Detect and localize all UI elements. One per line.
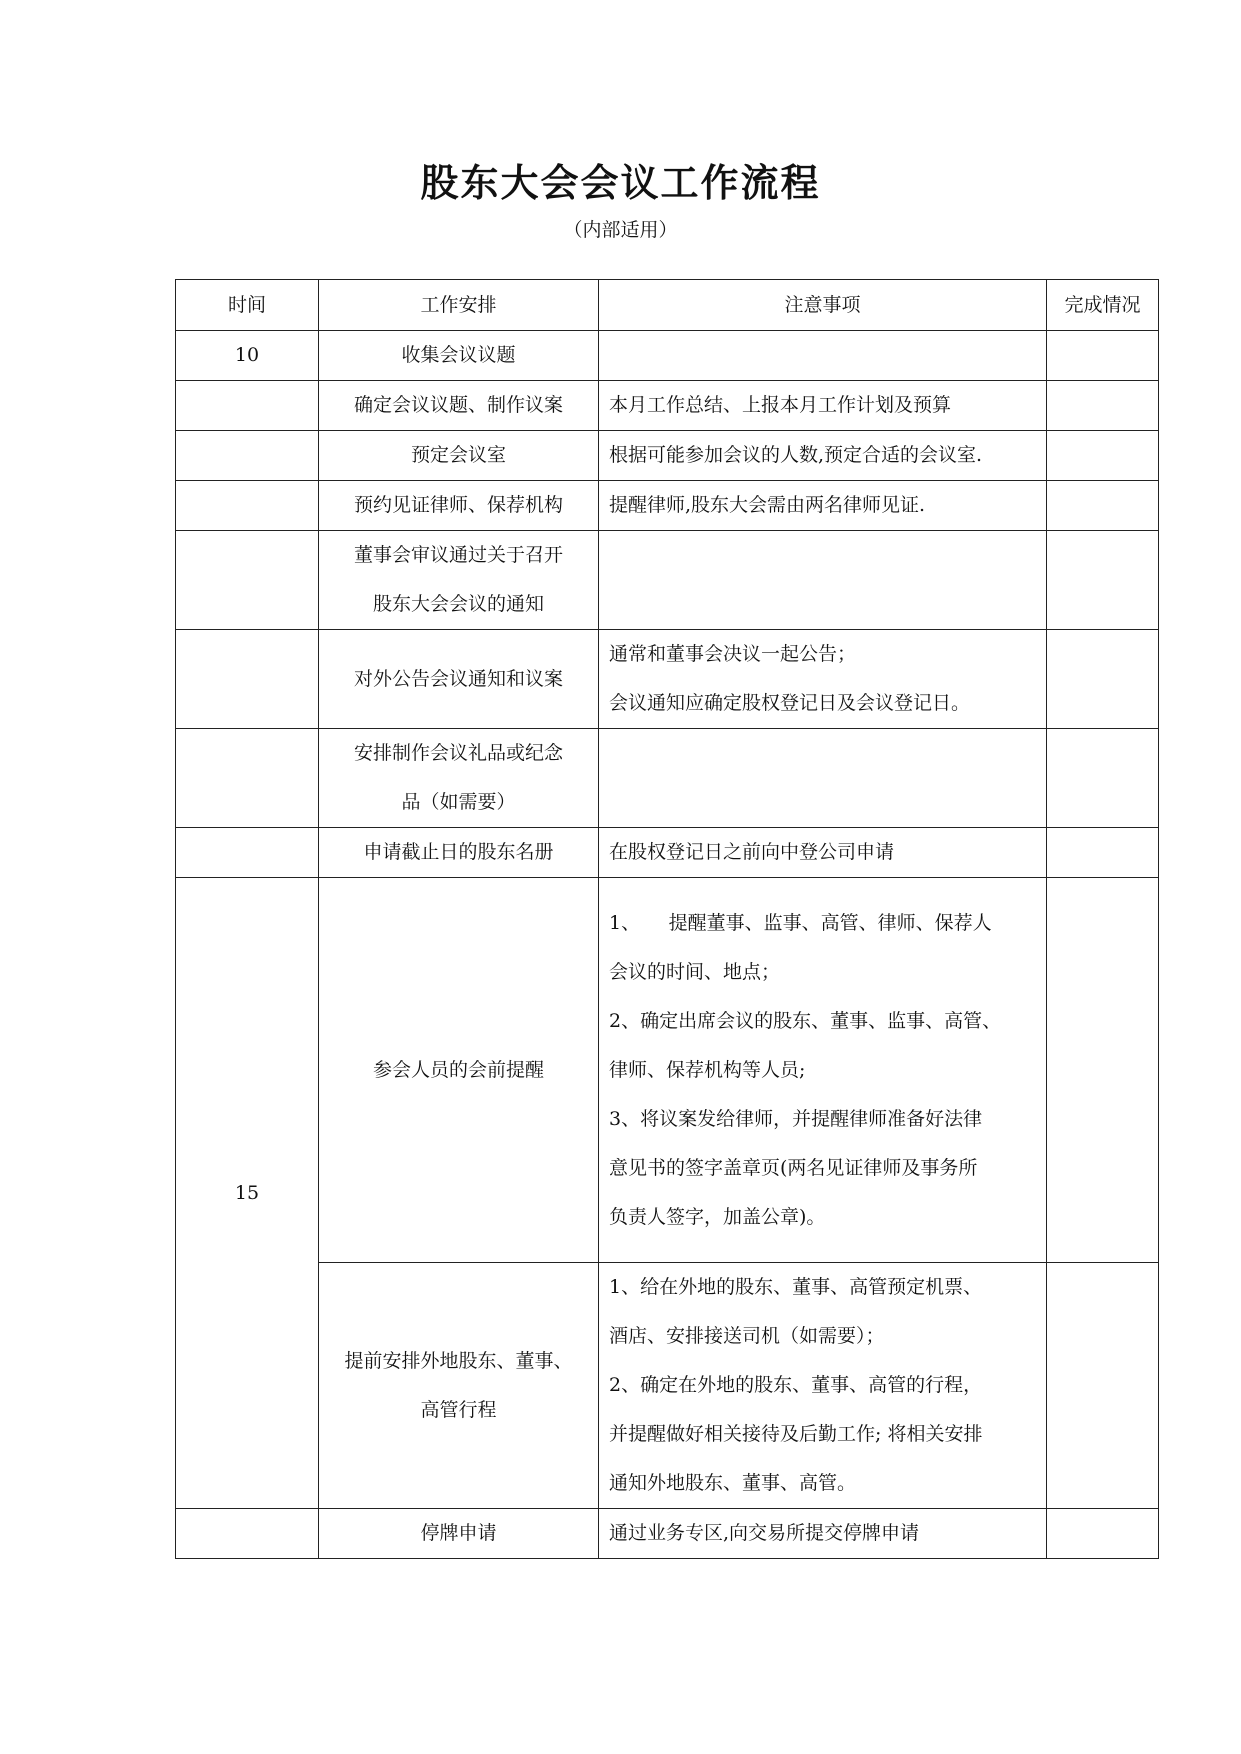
task-cell: [319, 1263, 599, 1509]
time-cell: [176, 1509, 319, 1559]
status-cell: [1047, 531, 1159, 630]
note-line: 3、将议案发给律师，并提醒律师准备好法律: [609, 1107, 983, 1130]
notes-cell: 提醒律师,股东大会需由两名律师见证.: [599, 481, 1047, 531]
header-time: 时间: [176, 280, 319, 331]
time-cell: 10: [176, 331, 319, 381]
notes-cell: [599, 531, 1047, 630]
task-cell: 参会人员的会前提醒: [319, 878, 599, 1263]
time-cell: [176, 630, 319, 729]
task-line: 董事会审议通过关于召开: [353, 544, 563, 566]
header-task: 工作安排: [319, 280, 599, 331]
task-cell: 预定会议室: [319, 431, 599, 481]
table-row: [176, 431, 1159, 481]
time-cell: [176, 381, 319, 431]
status-cell: [1047, 381, 1159, 431]
notes-cell: 在股权登记日之前向中登公司申请: [599, 828, 1047, 878]
task-cell: 收集会议议题: [319, 331, 599, 381]
time-cell: [176, 431, 319, 481]
workflow-table: [175, 279, 1159, 1559]
table-row: [176, 1509, 1159, 1559]
notes-cell: [599, 878, 1047, 1263]
note-line: 2、确定出席会议的股东、董事、监事、高管、: [609, 1009, 1002, 1032]
status-cell: [1047, 878, 1159, 1263]
time-cell: [176, 828, 319, 878]
time-cell: [176, 531, 319, 630]
notes-cell: [599, 1263, 1047, 1509]
time-cell: [176, 729, 319, 828]
note-line: 意见书的签字盖章页(两名见证律师及事务所: [609, 1156, 978, 1179]
task-cell: 申请截止日的股东名册: [319, 828, 599, 878]
task-line: 提前安排外地股东、董事、: [344, 1349, 573, 1372]
status-cell: [1047, 828, 1159, 878]
task-cell: 停牌申请: [319, 1509, 599, 1559]
note-line: 会议的时间、地点；: [609, 960, 781, 983]
table-row: [176, 481, 1159, 531]
notes-cell: [599, 729, 1047, 828]
note-line: 律师、保荐机构等人员;: [609, 1058, 806, 1081]
note-line: 1、给在外地的股东、董事、高管预定机票、: [609, 1276, 983, 1298]
table-row: [176, 531, 1159, 630]
note-line: 会议通知应确定股权登记日及会议登记日。: [609, 692, 971, 714]
note-line: 负责人签字，加盖公章)。: [609, 1205, 826, 1228]
status-cell: [1047, 1509, 1159, 1559]
note-line: 酒店、安排接送司机（如需要）；: [609, 1325, 885, 1347]
task-cell: [319, 531, 599, 630]
table-header-row: [176, 280, 1159, 331]
table-row: [176, 878, 1159, 1263]
task-line: 品（如需要）: [401, 791, 516, 813]
table-row: [176, 828, 1159, 878]
status-cell: [1047, 630, 1159, 729]
status-cell: [1047, 331, 1159, 381]
notes-cell: 本月工作总结、上报本月工作计划及预算: [599, 381, 1047, 431]
page-subtitle: （内部适用）: [563, 219, 678, 241]
notes-cell: 通过业务专区,向交易所提交停牌申请: [599, 1509, 1047, 1559]
note-line: 并提醒做好相关接待及后勤工作; 将相关安排: [609, 1423, 983, 1445]
page-title: 股东大会会议工作流程: [420, 160, 821, 205]
task-cell: 对外公告会议通知和议案: [319, 630, 599, 729]
task-line: 安排制作会议礼品或纪念: [353, 742, 563, 764]
note-line: 1、 提醒董事、监事、高管、律师、保荐人: [609, 911, 992, 934]
task-line: 高管行程: [420, 1398, 497, 1421]
notes-cell: 根据可能参加会议的人数,预定合适的会议室.: [599, 431, 1047, 481]
note-line: 通知外地股东、董事、高管。: [609, 1472, 857, 1494]
task-cell: [319, 729, 599, 828]
notes-cell: [599, 331, 1047, 381]
status-cell: [1047, 431, 1159, 481]
task-line: 股东大会会议的通知: [372, 593, 544, 615]
status-cell: [1047, 729, 1159, 828]
note-line: 通常和董事会决议一起公告；: [609, 643, 857, 665]
table-row: [176, 1263, 1159, 1509]
header-status: 完成情况: [1047, 280, 1159, 331]
note-line: 2、确定在外地的股东、董事、高管的行程，: [609, 1374, 983, 1396]
header-notes: 注意事项: [599, 280, 1047, 331]
table-row: [176, 331, 1159, 381]
table-row: [176, 381, 1159, 431]
status-cell: [1047, 481, 1159, 531]
status-cell: [1047, 1263, 1159, 1509]
table-row: [176, 630, 1159, 729]
time-cell: [176, 481, 319, 531]
time-cell: 15: [176, 878, 319, 1509]
notes-cell: [599, 630, 1047, 729]
task-cell: 预约见证律师、保荐机构: [319, 481, 599, 531]
task-cell: 确定会议议题、制作议案: [319, 381, 599, 431]
table-row: [176, 729, 1159, 828]
